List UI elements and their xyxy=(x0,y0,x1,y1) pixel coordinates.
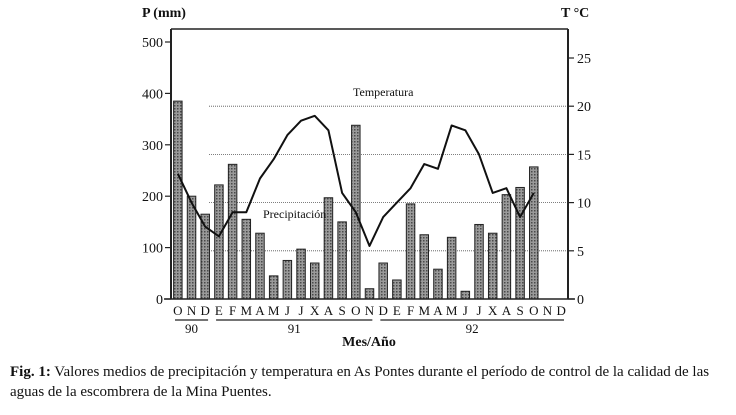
month-label: D xyxy=(200,303,210,318)
precipitation-bar xyxy=(434,269,442,299)
month-label: D xyxy=(556,303,566,318)
precipitation-bar xyxy=(475,224,483,299)
caption-text: Valores medios de precipitación y temperatura en As Pontes durante el período de control de la calidad de las aguas de la escombrera de la Mina Puentes. xyxy=(10,364,710,400)
month-label: F xyxy=(406,303,415,318)
precipitation-series-label: Precipitación xyxy=(263,207,327,221)
precipitation-bar xyxy=(461,291,469,299)
precipitation-bar xyxy=(174,101,182,299)
precipitation-bar xyxy=(215,185,223,299)
precipitation-bar xyxy=(488,233,496,299)
right-tick-label: 5 xyxy=(577,244,584,260)
month-label: X xyxy=(488,303,498,318)
left-axis-ticks xyxy=(142,36,171,308)
month-label: O xyxy=(173,303,183,318)
precipitation-bar xyxy=(297,249,305,299)
precipitation-bar xyxy=(256,233,264,299)
month-label: E xyxy=(214,303,223,318)
month-label: X xyxy=(310,303,320,318)
precipitation-bar xyxy=(393,280,401,299)
precipitation-bar xyxy=(447,237,455,299)
precipitation-bar xyxy=(269,276,277,299)
month-label: J xyxy=(298,303,304,318)
precipitation-bar xyxy=(338,222,346,299)
month-label: A xyxy=(323,303,334,318)
month-label: D xyxy=(378,303,388,318)
precipitation-bar xyxy=(242,219,250,299)
month-label: N xyxy=(542,303,553,318)
year-label: 91 xyxy=(287,321,301,336)
month-label: M xyxy=(445,303,458,318)
left-tick-label: 100 xyxy=(142,241,163,257)
year-labels xyxy=(175,320,564,336)
right-tick-label: 15 xyxy=(577,148,591,164)
month-label: A xyxy=(255,303,265,318)
month-label: M xyxy=(240,303,253,318)
precipitation-bars xyxy=(174,101,538,299)
precipitation-bar xyxy=(379,263,387,299)
caption-label: Fig. 1: xyxy=(10,364,51,380)
month-label: A xyxy=(501,303,512,318)
month-label: O xyxy=(351,303,361,318)
right-tick-label: 0 xyxy=(577,293,584,308)
precipitation-bar xyxy=(187,196,195,299)
figure-caption xyxy=(10,362,734,402)
left-tick-label: 300 xyxy=(142,138,163,154)
month-label: M xyxy=(418,303,431,318)
year-label: 92 xyxy=(465,321,479,336)
precipitation-bar xyxy=(406,204,414,299)
precipitation-bar xyxy=(228,164,236,299)
month-label: J xyxy=(476,303,482,318)
month-label: S xyxy=(338,303,346,318)
left-tick-label: 400 xyxy=(142,87,163,103)
precipitation-bar xyxy=(420,235,428,299)
left-tick-label: 500 xyxy=(142,36,163,51)
left-axis-title: P (mm) xyxy=(142,6,186,21)
precipitation-bar xyxy=(310,263,318,299)
precipitation-bar xyxy=(283,260,291,299)
month-label: N xyxy=(364,303,375,318)
month-label: J xyxy=(462,303,468,318)
precipitation-bar xyxy=(502,195,510,299)
x-axis-title: Mes/Año xyxy=(342,335,396,350)
temperature-series-label: Temperatura xyxy=(353,85,414,99)
right-tick-label: 10 xyxy=(577,196,591,212)
year-label: 90 xyxy=(185,321,199,336)
month-labels xyxy=(173,303,566,318)
right-axis-title: T °C xyxy=(561,6,590,21)
right-tick-label: 25 xyxy=(577,52,591,67)
month-label: F xyxy=(228,303,237,318)
month-label: O xyxy=(529,303,539,318)
precipitation-bar xyxy=(516,187,524,299)
left-tick-label: 0 xyxy=(156,293,163,308)
month-label: S xyxy=(516,303,524,318)
right-axis-ticks xyxy=(568,52,591,308)
month-label: E xyxy=(392,303,401,318)
month-label: N xyxy=(186,303,197,318)
precipitation-bar xyxy=(365,289,373,299)
month-label: M xyxy=(267,303,280,318)
precipitation-bar xyxy=(530,167,538,299)
gridlines xyxy=(209,106,568,251)
month-label: A xyxy=(433,303,443,318)
month-label: J xyxy=(284,303,290,318)
right-tick-label: 20 xyxy=(577,100,591,116)
left-tick-label: 200 xyxy=(142,190,163,206)
